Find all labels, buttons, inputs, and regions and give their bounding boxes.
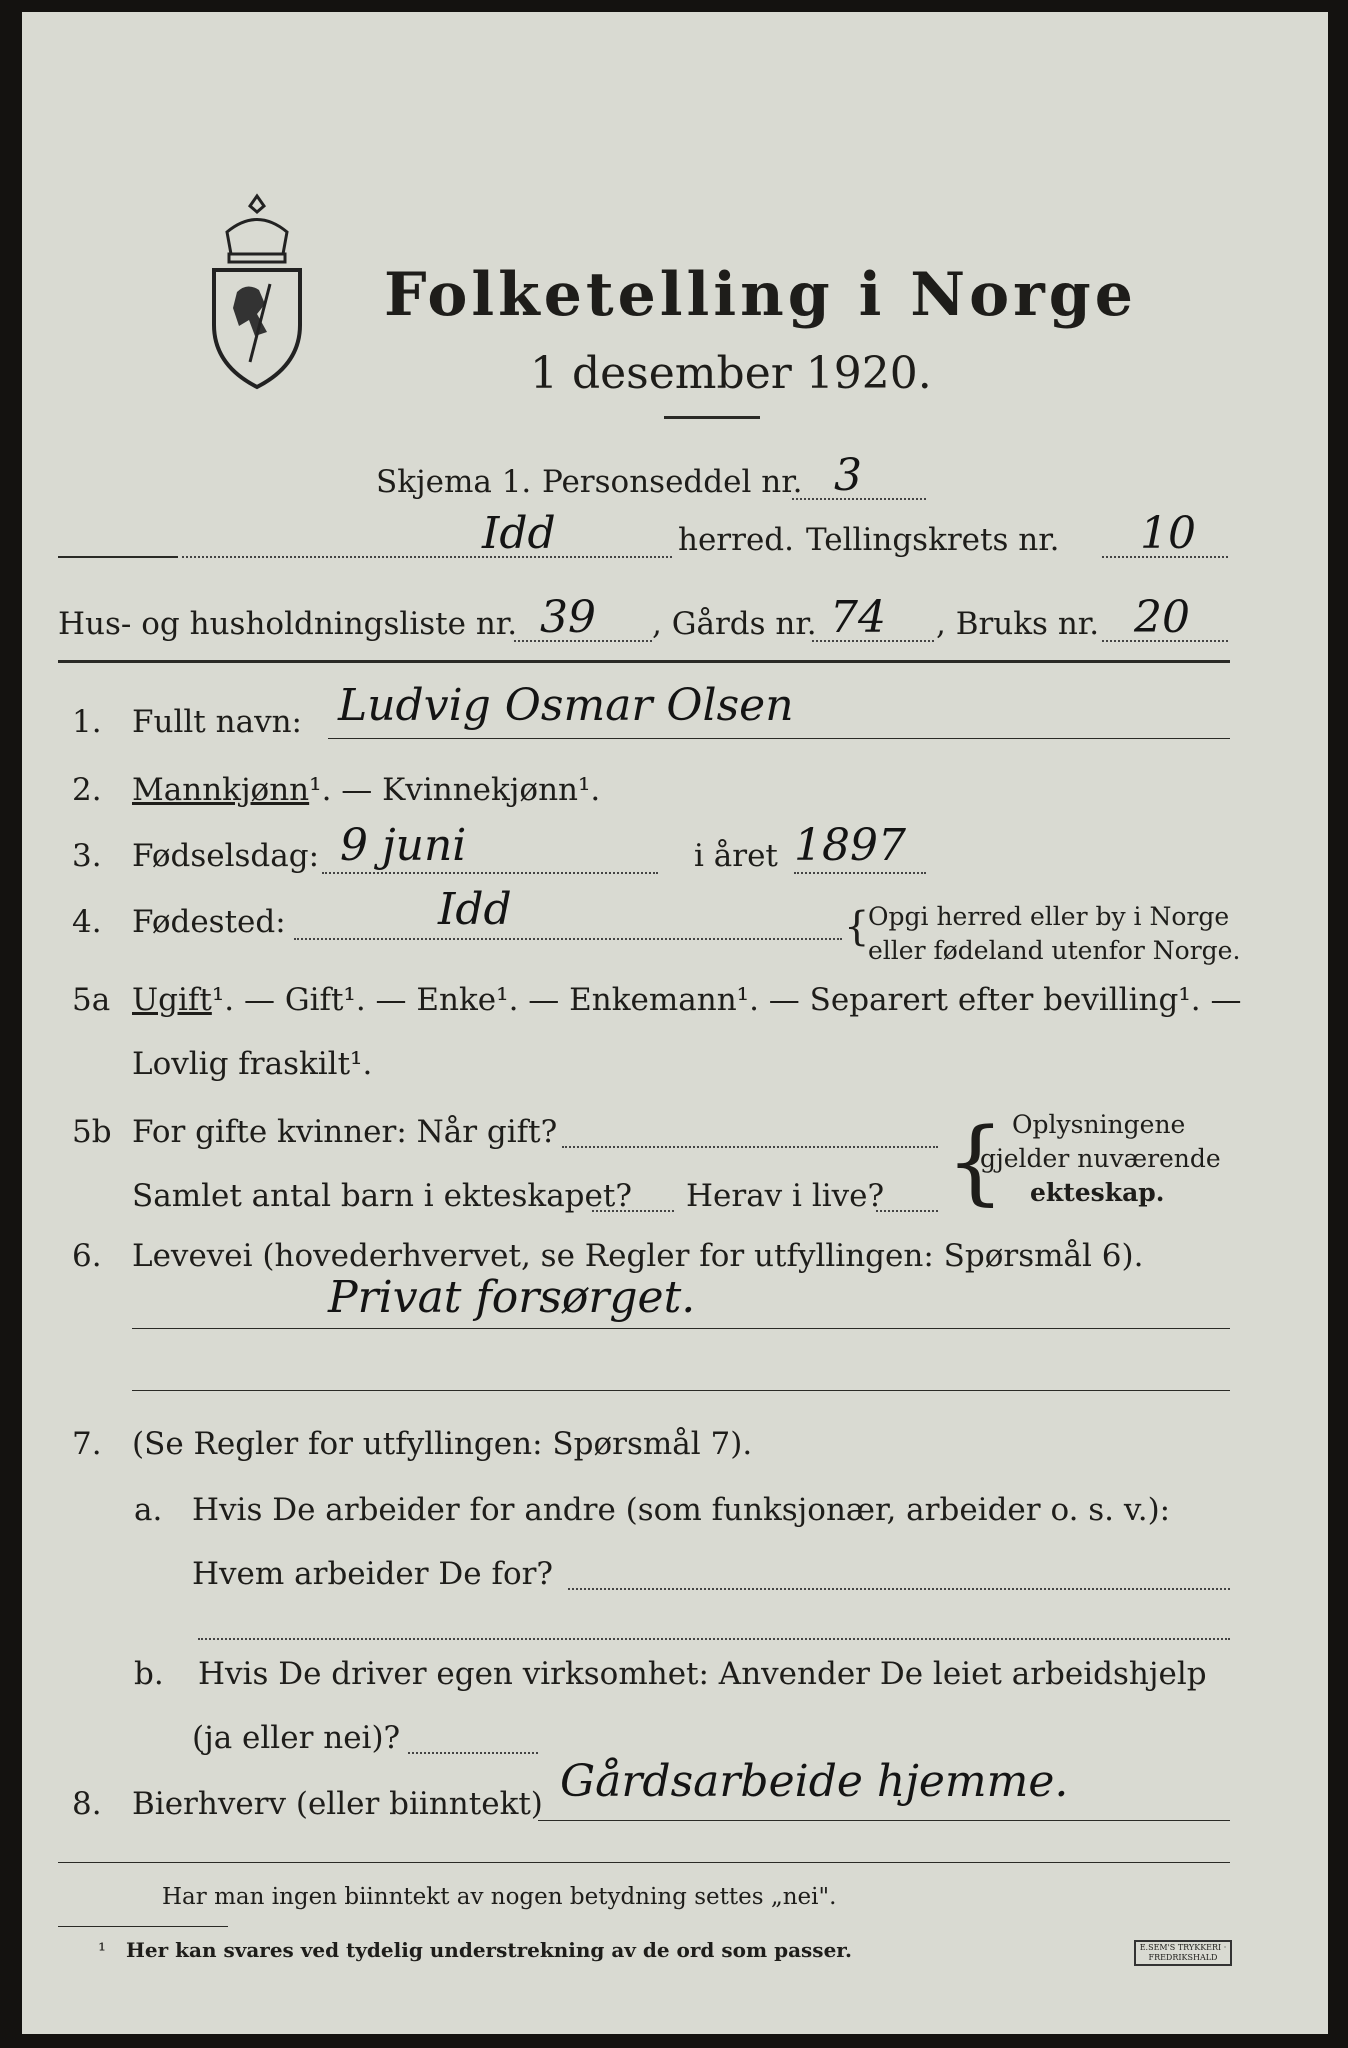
skjema-label: Skjema 1.: [376, 464, 532, 500]
q5b-number: 5b: [72, 1114, 112, 1150]
birthplace-value[interactable]: Idd: [438, 884, 512, 935]
q3-line: [322, 872, 658, 874]
q2-rest: ¹. — Kvinnekjønn¹.: [309, 772, 601, 808]
q7-label: (Se Regler for utfyllingen: Spørsmål 7).: [132, 1426, 753, 1462]
q5b-line1: For gifte kvinner: Når gift?: [132, 1114, 558, 1150]
q5b-note2: gjelder nuværende: [980, 1144, 1221, 1173]
q4-note-line1: Opgi herred eller by i Norge: [868, 902, 1230, 931]
q5a-number: 5a: [72, 982, 111, 1018]
herred-label: herred.: [678, 522, 794, 558]
q7a-line2: Hvem arbeider De for?: [192, 1556, 554, 1592]
footer-note: Har man ingen biinntekt av nogen betydning settes „nei".: [162, 1884, 837, 1910]
q5b-married-line: [562, 1146, 938, 1148]
title-rule: [664, 416, 760, 419]
q2-text: [132, 772, 600, 808]
q4-number: 4.: [72, 904, 102, 940]
q8-line: [538, 1820, 1230, 1821]
q7a-employer-line[interactable]: [568, 1588, 1230, 1590]
q3-number: 3.: [72, 838, 102, 874]
q5b-children-line: [592, 1210, 674, 1212]
q5b-children-label: Samlet antal barn i ekteskapet?: [132, 1178, 632, 1214]
census-form-page: [22, 12, 1328, 2034]
full-name-value[interactable]: Ludvig Osmar Olsen: [338, 680, 794, 731]
q3-label: Fødselsdag:: [132, 838, 320, 874]
footnote-rule: [58, 1926, 228, 1927]
gards-value[interactable]: 74: [830, 592, 886, 643]
footer-divider: [58, 1862, 1230, 1863]
q6-line2: [132, 1390, 1230, 1391]
coat-of-arms-icon: [202, 192, 312, 392]
q4-note-line2: eller fødeland utenfor Norge.: [868, 936, 1241, 965]
personseddel-value[interactable]: 3: [834, 450, 862, 501]
hus-value[interactable]: 39: [540, 592, 596, 643]
q1-label: Fullt navn:: [132, 704, 302, 740]
q5a-text: [132, 982, 1241, 1018]
herred-line: [182, 556, 672, 558]
q6-number: 6.: [72, 1238, 102, 1274]
census-date: 1 desember 1920.: [530, 348, 932, 399]
q7b-letter: b.: [134, 1656, 164, 1692]
footnote-mark: ¹: [98, 1938, 107, 1962]
q3-year-line: [794, 872, 926, 874]
q3-year-label: i året: [694, 838, 778, 874]
q5a-rest: ¹. — Gift¹. — Enke¹. — Enkemann¹. — Separert efter bevilling¹. —: [211, 982, 1242, 1018]
side-income-value[interactable]: Gårdsarbeide hjemme.: [560, 1756, 1069, 1807]
occupation-value[interactable]: Privat forsørget.: [328, 1272, 696, 1323]
header-divider: [58, 660, 1230, 663]
herred-value[interactable]: Idd: [482, 508, 556, 559]
tellingskrets-label: Tellingskrets nr.: [806, 522, 1060, 558]
gards-label: , Gårds nr.: [652, 606, 817, 642]
q1-number: 1.: [72, 704, 102, 740]
q5a-line2: Lovlig fraskilt¹.: [132, 1046, 373, 1082]
q4-label: Fødested:: [132, 904, 286, 940]
q7a-line-extra: [198, 1638, 1230, 1640]
q7b-line2: (ja eller nei)?: [192, 1720, 401, 1756]
printer-stamp: E.SEM'S TRYKKERI · FREDRIKSHALD: [1134, 1940, 1232, 1966]
q5b-alive-line: [876, 1210, 938, 1212]
ugift-option[interactable]: Ugift: [132, 982, 212, 1018]
bruks-label: , Bruks nr.: [936, 606, 1100, 642]
q2-number: 2.: [72, 772, 102, 808]
tellingskrets-value[interactable]: 10: [1140, 508, 1196, 559]
q7-number: 7.: [72, 1426, 102, 1462]
q6-label: Levevei (hovederhvervet, se Regler for utfyllingen: Spørsmål 6).: [132, 1238, 1144, 1274]
q5b-alive-label: Herav i live?: [686, 1178, 885, 1214]
q1-line: [328, 738, 1230, 739]
q7b-answer-line[interactable]: [408, 1752, 538, 1754]
birth-year-value[interactable]: 1897: [794, 820, 906, 871]
q7a-letter: a.: [134, 1492, 163, 1528]
birthday-value[interactable]: 9 juni: [340, 820, 467, 871]
q5b-note1: Oplysningene: [1012, 1110, 1186, 1139]
form-title: Folketelling i Norge: [384, 260, 1137, 330]
personseddel-label: Personseddel nr.: [542, 464, 803, 500]
q8-label: Bierhverv (eller biinntekt): [132, 1786, 543, 1822]
q4-brace: {: [844, 904, 870, 950]
mannkjonn-option[interactable]: Mannkjønn: [132, 772, 310, 808]
q4-line: [294, 938, 842, 940]
bruks-value[interactable]: 20: [1134, 592, 1190, 643]
q7a-line1: Hvis De arbeider for andre (som funksjonær, arbeider o. s. v.):: [192, 1492, 1171, 1528]
herred-lead-line: [58, 556, 178, 558]
q5b-brace: {: [946, 1108, 1005, 1215]
footnote-text: Her kan svares ved tydelig understrekning av de ord som passer.: [126, 1938, 852, 1962]
q8-number: 8.: [72, 1786, 102, 1822]
hus-label: Hus- og husholdningsliste nr.: [58, 606, 518, 642]
q5b-note3: ekteskap.: [1030, 1178, 1165, 1207]
q6-line1: [132, 1328, 1230, 1329]
q7b-line1: Hvis De driver egen virksomhet: Anvender De leiet arbeidshjelp: [198, 1656, 1207, 1692]
